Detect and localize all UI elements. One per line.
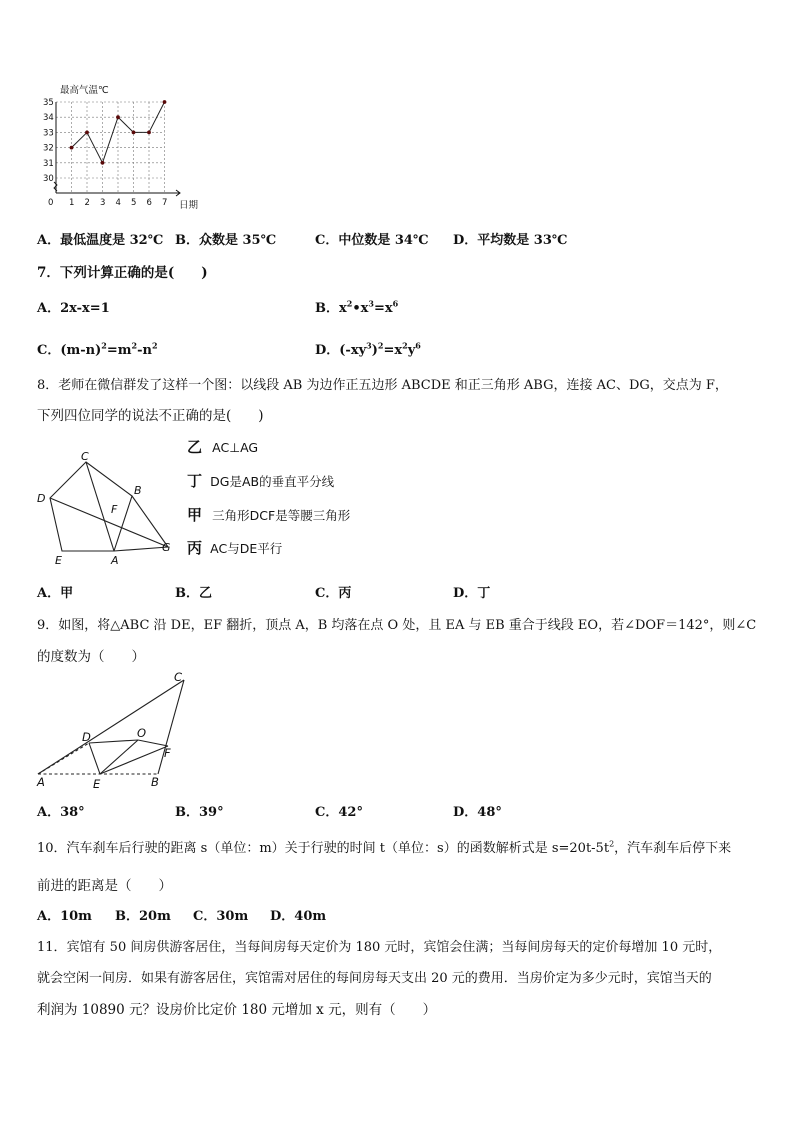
q9-option-d[interactable]: D．48°	[453, 805, 502, 820]
chart-y-ticks	[43, 98, 54, 184]
q7-option-a[interactable]	[37, 297, 110, 316]
statement-3-text: 三角形DCF是等腰三角形	[212, 508, 351, 523]
q10-stem-line1	[37, 837, 731, 856]
statement-3-tag: 甲	[187, 506, 203, 524]
q7-d-exp3: 2	[402, 340, 408, 351]
q7-d-exp4: 6	[415, 340, 421, 351]
q7-d-mid: )	[371, 343, 378, 358]
q7-option-c[interactable]	[37, 339, 158, 358]
chart-x-tick-label: 0	[48, 198, 54, 208]
q7-b-post: =x	[373, 301, 393, 316]
q7-c-exp1: 2	[101, 340, 107, 351]
q8-statement-1	[187, 436, 258, 457]
fig8-label-b: B	[134, 484, 142, 497]
q9-stem-line2: 的度数为（ ）	[37, 649, 145, 665]
q9-stem-line1: 9．如图，将△ABC 沿 DE，EF 翻折，顶点 A，B 均落在点 O 处，且 EA 与 EB 重合于线段 EO，若∠DOF＝142°，则∠C	[37, 618, 757, 633]
q7-option-a-expr: 2x-x=1	[60, 301, 110, 316]
q8-statement-3	[187, 504, 350, 525]
q7-c-mid: =m	[106, 343, 132, 358]
q6-option-a[interactable]: A．最低温度是 32℃	[37, 233, 164, 248]
q10-stem-line2: 前进的距离是（ ）	[37, 878, 172, 894]
fig8-label-a: A	[111, 554, 119, 567]
chart-data-point	[163, 100, 167, 104]
fig9-label-d: D	[82, 730, 91, 744]
q7-b-exp2: 3	[368, 298, 374, 309]
q8-stem-line1: 8．老师在微信群发了这样一个图：以线段 AB 为边作正五边形 ABCDE 和正三角形 ABG，连接 AC、DG，交点为 F，	[37, 378, 728, 393]
chart-y-tick-label: 34	[43, 113, 54, 124]
chart-x-axis-label: 日期	[179, 200, 199, 211]
q7-option-d-label: D．	[315, 343, 340, 358]
chart-x-tick-label: 6	[146, 198, 152, 208]
q7-d-exp1: 3	[366, 340, 372, 351]
q6-option-b[interactable]: B．众数是 35℃	[175, 233, 277, 248]
q11-line3: 利润为 10890 元？设房价比定价 180 元增加 x 元，则有（ ）	[37, 1002, 437, 1018]
q7-c-exp3: 2	[151, 340, 158, 351]
fig9-label-a: A	[37, 775, 45, 789]
q7-c-base: (m-n)	[60, 343, 102, 358]
chart-y-tick-label: 32	[43, 143, 54, 154]
statement-1-tag: 乙	[187, 438, 203, 456]
fig8-label-c: C	[81, 450, 89, 463]
q9-option-b[interactable]: B．39°	[175, 805, 224, 820]
chart-y-tick-label: 30	[43, 174, 54, 184]
fig8-label-e: E	[55, 554, 62, 567]
q8-option-d[interactable]: D．丁	[453, 586, 491, 601]
q9-option-a[interactable]: A．38°	[37, 805, 85, 820]
statement-4-text: AC与DE平行	[210, 541, 283, 556]
fig9-label-e: E	[93, 777, 101, 791]
q11-line1: 11．宾馆有 50 间房供游客居住，当每间房每天定价为 180 元时，宾馆会住满；当每间房每天的定价每增加 10 元时，	[37, 940, 722, 955]
q7-c-exp2: 2	[131, 340, 138, 351]
fig8-label-f: F	[111, 503, 118, 516]
chart-data-point	[147, 131, 151, 135]
fig9-label-b: B	[151, 775, 159, 789]
q7-d-post: =x	[383, 343, 403, 358]
q8-option-a[interactable]: A．甲	[37, 586, 74, 601]
chart-data-point	[101, 161, 105, 165]
chart-y-tick-label: 33	[43, 128, 54, 139]
q7-option-a-label: A．	[37, 301, 61, 316]
q8-option-b[interactable]: B．乙	[175, 586, 212, 601]
q8-statement-4	[187, 537, 282, 558]
statement-2-tag: 丁	[187, 472, 203, 490]
folded-triangle-figure	[34, 668, 194, 792]
q7-option-b[interactable]	[315, 297, 398, 316]
q7-option-d[interactable]	[315, 339, 421, 358]
q8-statement-2	[187, 470, 334, 491]
q10-option-b[interactable]: B．20m	[115, 909, 171, 924]
chart-data-point	[116, 115, 120, 119]
q7-d-exp2: 2	[377, 340, 384, 351]
q7-b-mid: •x	[352, 301, 369, 316]
q9-option-c[interactable]: C．42°	[315, 805, 363, 820]
q8-option-c[interactable]: C．丙	[315, 586, 352, 601]
q7-b-exp1: 2	[346, 298, 353, 309]
q7-d-post2: y	[407, 343, 416, 358]
q10-stem-pre: 10．汽车刹车后行驶的距离 s（单位：m）关于行驶的时间 t（单位：s）的函数解析式是 s=20t-5t	[37, 841, 610, 856]
statement-4-tag: 丙	[187, 539, 203, 557]
q10-stem-post: ，汽车刹车后停下来	[614, 841, 732, 856]
q10-option-d[interactable]: D．40m	[270, 909, 327, 924]
fig9-label-f: F	[164, 746, 171, 760]
chart-axis-break	[54, 182, 57, 191]
chart-data-point	[70, 146, 74, 150]
chart-x-tick-label: 5	[131, 198, 137, 208]
statement-2-text: DG是AB的垂直平分线	[210, 474, 335, 489]
q7-d-base: (-xy	[339, 343, 367, 358]
q7-b-base: x	[339, 301, 347, 316]
chart-x-tick-label: 4	[115, 198, 121, 208]
q7-option-c-label: C．	[37, 343, 61, 358]
chart-x-ticks	[48, 198, 167, 208]
chart-y-tick-label: 31	[43, 158, 54, 169]
fig8-label-d: D	[37, 492, 46, 505]
statement-1-text: AC⊥AG	[212, 440, 259, 455]
chart-x-tick-label: 1	[69, 198, 75, 208]
q6-option-c[interactable]: C．中位数是 34℃	[315, 233, 429, 248]
chart-x-tick-label: 2	[84, 198, 90, 208]
q6-option-d[interactable]: D．平均数是 33℃	[453, 233, 568, 248]
temperature-line-chart	[36, 80, 216, 212]
q10-option-a[interactable]: A．10m	[37, 909, 92, 924]
fig9-label-c: C	[174, 670, 183, 684]
chart-y-axis-label: 最高气温℃	[60, 85, 109, 96]
chart-x-tick-label: 3	[100, 198, 106, 208]
q10-option-c[interactable]: C．30m	[193, 909, 249, 924]
chart-data-point	[132, 131, 136, 135]
q10-stem-exp: 2	[609, 839, 615, 849]
fig9-label-o: O	[137, 726, 147, 740]
fig8-label-g: G	[162, 541, 171, 554]
q7-b-exp3: 6	[392, 298, 399, 309]
q7-option-b-label: B．	[315, 301, 339, 316]
chart-x-tick-label: 7	[162, 198, 168, 208]
q7-c-post: -n	[137, 343, 152, 358]
q11-line2: 就会空闲一间房．如果有游客居住，宾馆需对居住的每间房每天支出 20 元的费用．当房价定为多少元时，宾馆当天的	[37, 971, 712, 986]
chart-y-tick-label: 35	[43, 98, 54, 108]
q7-stem: 7．下列计算正确的是( )	[37, 265, 208, 281]
chart-data-point	[85, 131, 89, 135]
q8-stem-line2: 下列四位同学的说法不正确的是( )	[37, 408, 264, 424]
pentagon-triangle-figure	[32, 450, 182, 568]
